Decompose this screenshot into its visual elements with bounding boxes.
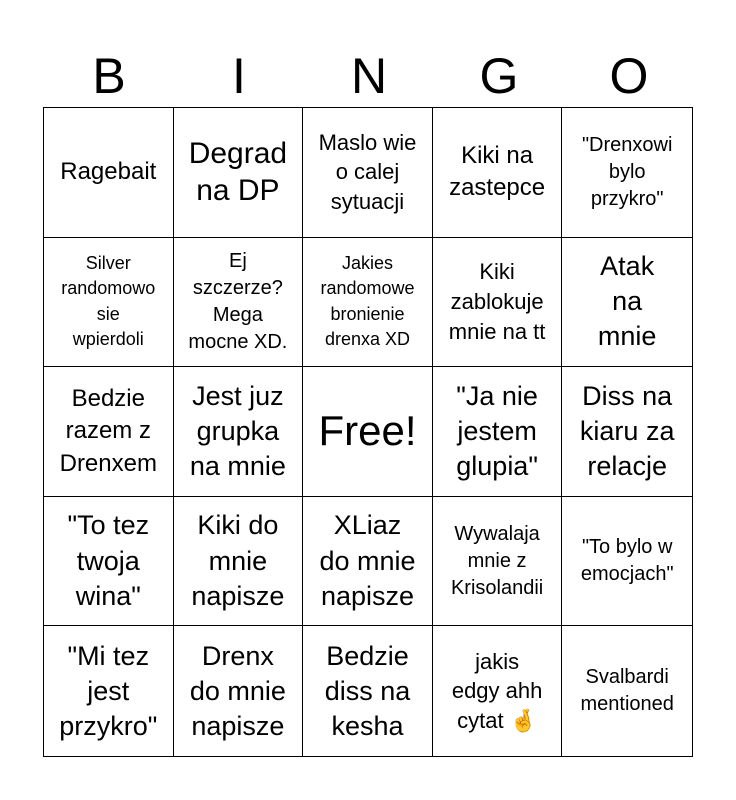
bingo-cell[interactable]: Atak na mnie — [562, 238, 692, 368]
bingo-cell[interactable]: Drenx do mnie napisze — [174, 626, 304, 756]
bingo-cell[interactable]: Kiki do mnie napisze — [174, 497, 304, 627]
bingo-cell[interactable]: Jakies randomowe bronienie drenxa XD — [303, 238, 433, 368]
bingo-cell[interactable]: "To tez twoja wina" — [44, 497, 174, 627]
bingo-cell[interactable]: Kiki na zastepce — [433, 108, 563, 238]
bingo-cell[interactable]: "Drenxowi bylo przykro" — [562, 108, 692, 238]
header-letter-b: B — [92, 48, 126, 104]
header-letter-g: G — [479, 48, 519, 104]
bingo-cell[interactable]: Bedzie razem z Drenxem — [44, 367, 174, 497]
bingo-cell[interactable]: Kiki zablokuje mnie na tt — [433, 238, 563, 368]
bingo-cell[interactable]: Degrad na DP — [174, 108, 304, 238]
bingo-cell[interactable]: Diss na kiaru za relacje — [562, 367, 692, 497]
bingo-cell[interactable]: jakis edgy ahh cytat 🤞 — [433, 626, 563, 756]
bingo-cell[interactable]: Svalbardi mentioned — [580, 666, 674, 716]
bingo-cell[interactable]: Ej szczerze? Mega mocne XD. — [174, 238, 304, 368]
header-letter-n: N — [350, 48, 388, 104]
bingo-cell[interactable]: Ragebait — [44, 108, 174, 238]
bingo-grid — [43, 107, 693, 757]
bingo-cell[interactable]: "Mi tez jest przykro" — [44, 626, 174, 756]
bingo-header — [44, 46, 694, 106]
header-letter-o: O — [609, 48, 649, 104]
bingo-cell[interactable]: "Ja nie jestem glupia" — [433, 367, 563, 497]
bingo-cell[interactable]: "To bylo w emocjach" — [562, 497, 692, 627]
bingo-cell[interactable]: Bedzie diss na kesha — [303, 626, 433, 756]
header-letter-i: I — [232, 48, 246, 104]
bingo-cell-free[interactable]: Free! — [303, 367, 433, 497]
bingo-cell[interactable]: Silver randomowo sie wpierdoli — [44, 238, 174, 368]
bingo-cell[interactable]: XLiaz do mnie napisze — [303, 497, 433, 627]
bingo-cell[interactable]: Wywalaja mnie z Krisolandii — [433, 497, 563, 627]
bingo-cell[interactable]: Jest juz grupka na mnie — [174, 367, 304, 497]
bingo-cell[interactable]: Maslo wie o calej sytuacji — [303, 108, 433, 238]
